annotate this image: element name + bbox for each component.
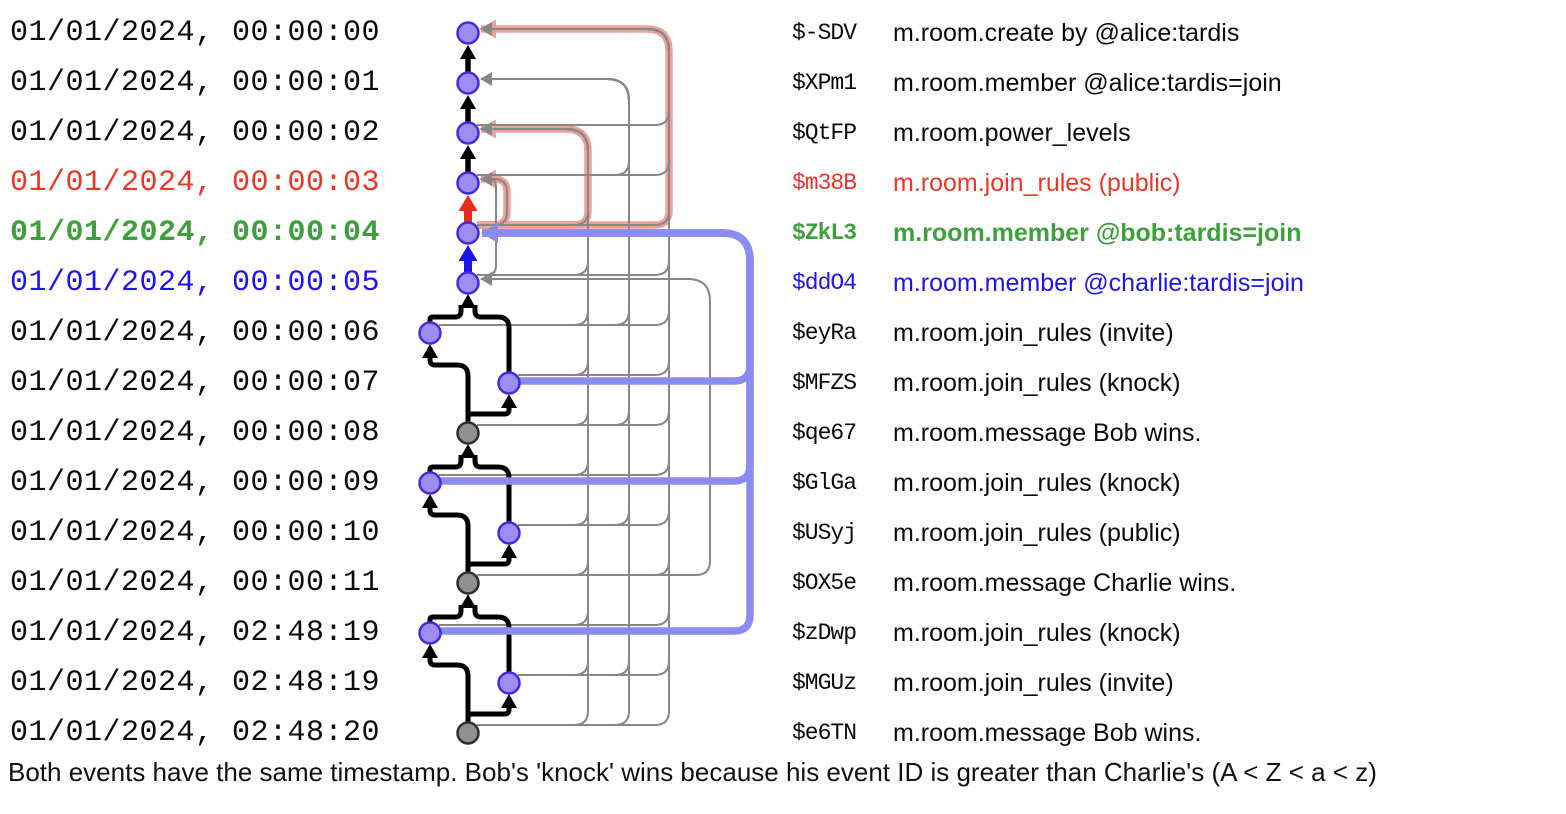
caption-text: Both events have the same timestamp. Bob's 'knock' wins because his event ID is greater than Charlie's (A < Z < a < z) — [8, 757, 1377, 787]
event-timestamp: 01/01/2024, 00:00:08 — [10, 416, 381, 450]
event-row — [0, 166, 1566, 200]
event-row — [0, 116, 1566, 150]
event-id: $QtFP — [792, 120, 857, 146]
event-id: $ddO4 — [792, 270, 857, 296]
event-timestamp: 01/01/2024, 02:48:19 — [10, 666, 381, 700]
event-timestamp: 01/01/2024, 00:00:06 — [10, 316, 381, 350]
event-row — [0, 366, 1566, 400]
event-description: m.room.power_levels — [893, 119, 1131, 147]
event-description: m.room.join_rules (knock) — [893, 369, 1181, 397]
event-id: $ZkL3 — [792, 220, 857, 246]
event-timestamp: 01/01/2024, 02:48:19 — [10, 616, 381, 650]
event-id: $MFZS — [792, 370, 857, 396]
event-row — [0, 466, 1566, 500]
event-description: m.room.create by @alice:tardis — [893, 19, 1240, 47]
event-timestamp: 01/01/2024, 00:00:05 — [10, 266, 381, 300]
event-description: m.room.message Bob wins. — [893, 719, 1202, 747]
event-row — [0, 16, 1566, 50]
event-timestamp: 01/01/2024, 00:00:00 — [10, 16, 381, 50]
event-id: $zDwp — [792, 620, 857, 646]
event-row — [0, 66, 1566, 100]
event-row — [0, 616, 1566, 650]
event-description: m.room.member @bob:tardis=join — [893, 219, 1302, 247]
event-timestamp: 01/01/2024, 00:00:01 — [10, 66, 381, 100]
event-description: m.room.member @alice:tardis=join — [893, 69, 1282, 97]
event-row — [0, 216, 1566, 250]
event-description: m.room.message Charlie wins. — [893, 569, 1237, 597]
event-timestamp: 01/01/2024, 00:00:10 — [10, 516, 381, 550]
event-description: m.room.join_rules (public) — [893, 169, 1181, 197]
event-id: $GlGa — [792, 470, 857, 496]
event-row — [0, 516, 1566, 550]
event-timestamp: 01/01/2024, 00:00:09 — [10, 466, 381, 500]
event-row — [0, 266, 1566, 300]
event-timestamp: 01/01/2024, 00:00:03 — [10, 166, 381, 200]
event-id: $MGUz — [792, 670, 857, 696]
event-id: $-SDV — [792, 20, 857, 46]
event-row — [0, 666, 1566, 700]
event-timestamp: 01/01/2024, 02:48:20 — [10, 716, 381, 750]
event-id: $XPm1 — [792, 70, 857, 96]
event-id: $m38B — [792, 170, 857, 196]
event-description: m.room.join_rules (public) — [893, 519, 1181, 547]
event-description: m.room.join_rules (knock) — [893, 469, 1181, 497]
event-description: m.room.join_rules (invite) — [893, 669, 1174, 697]
event-timestamp: 01/01/2024, 00:00:04 — [10, 216, 381, 250]
event-id: $USyj — [792, 520, 857, 546]
event-description: m.room.member @charlie:tardis=join — [893, 269, 1304, 297]
event-description: m.room.join_rules (knock) — [893, 619, 1181, 647]
event-row — [0, 716, 1566, 750]
event-id: $e6TN — [792, 720, 857, 746]
event-timestamp: 01/01/2024, 00:00:02 — [10, 116, 381, 150]
event-id: $OX5e — [792, 570, 857, 596]
event-id: $eyRa — [792, 320, 857, 346]
event-description: m.room.join_rules (invite) — [893, 319, 1174, 347]
event-row — [0, 566, 1566, 600]
event-description: m.room.message Bob wins. — [893, 419, 1202, 447]
event-row — [0, 316, 1566, 350]
event-timestamp: 01/01/2024, 00:00:11 — [10, 566, 381, 600]
event-timestamp: 01/01/2024, 00:00:07 — [10, 366, 381, 400]
event-row — [0, 416, 1566, 450]
event-id: $qe67 — [792, 420, 857, 446]
